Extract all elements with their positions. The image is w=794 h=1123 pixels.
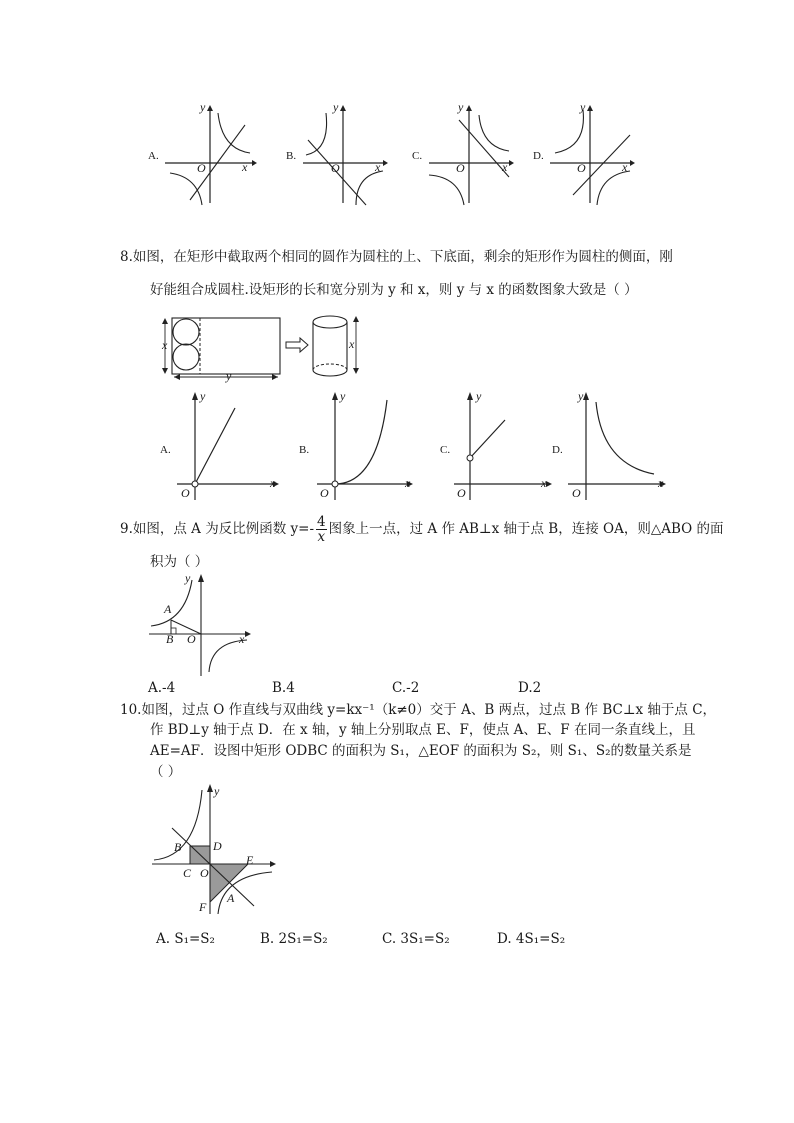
q10-fig-C: C [183, 866, 192, 880]
q8-option-a-label: A. [160, 444, 171, 456]
q8-line2: 好能组合成圆柱.设矩形的长和宽分别为 y 和 x，则 y 与 x 的函数图象大致是（ ） [150, 282, 638, 298]
q8b-x-label: x [405, 476, 411, 490]
q8a-y-label: y [200, 389, 206, 403]
q7c-x-label: x [502, 160, 508, 174]
q9-line1 [120, 514, 723, 544]
q8c-y-label: y [476, 389, 482, 403]
q8-number: 8. [120, 249, 133, 265]
q8a-origin: O [181, 486, 190, 500]
q8-fig-y-bottom: y [226, 369, 232, 383]
q8d-origin: O [572, 486, 581, 500]
q7-graph-c [424, 105, 514, 205]
q8c-origin: O [457, 486, 466, 500]
q8a-x-label: x [270, 476, 276, 490]
q9-text-before: 如图，点 A 为反比例函数 y=- [132, 521, 315, 537]
q10-number: 10. [120, 702, 142, 718]
q7c-origin: O [456, 161, 465, 175]
q10-text-1: 如图，过点 O 作直线与双曲线 y=kx⁻¹（k≠0）交于 A、B 两点，过点 B 作 BC⊥x 轴于点 C， [141, 702, 717, 718]
q7c-y-label: y [458, 100, 464, 114]
q8-rectangle-cylinder-figure [160, 312, 370, 382]
q10-fig-y: y [214, 784, 220, 798]
q8d-y-label: y [578, 389, 584, 403]
q7b-y-label: y [333, 100, 339, 114]
q7b-x-label: x [375, 160, 381, 174]
q7-option-a-label: A. [148, 150, 159, 162]
q7a-y-label: y [200, 100, 206, 114]
q7-graph-b [298, 105, 388, 205]
q7d-origin: O [577, 161, 586, 175]
q7-option-c-label: C. [412, 150, 423, 162]
q7d-y-label: y [580, 100, 586, 114]
q8-graph-a [175, 392, 280, 502]
q9-fig-y: y [185, 571, 191, 585]
q8c-x-label: x [541, 476, 547, 490]
q9-frac-den: x [317, 529, 326, 545]
q9-choice-c[interactable]: C.-2 [392, 680, 420, 696]
q7-option-d-label: D. [533, 150, 544, 162]
q9-fraction [316, 515, 327, 544]
q7a-x-label: x [242, 160, 248, 174]
q9-choice-d[interactable]: D.2 [518, 680, 542, 696]
q9-fig-B: B [166, 632, 174, 646]
q8-option-c-label: C. [440, 444, 451, 456]
q10-fig-A: A [227, 891, 235, 905]
q10-fig-F: F [199, 900, 207, 914]
q10-line3: AE=AF．设图中矩形 ODBC 的面积为 S₁，△EOF 的面积为 S₂，则 S₁、S₂的数量关系是 [150, 743, 692, 759]
q10-line2: 作 BD⊥y 轴于点 D．在 x 轴，y 轴上分别取点 E、F，使点 A、E、F 在同一条直线上，且 [150, 722, 696, 738]
q8d-x-label: x [658, 476, 664, 490]
q7d-x-label: x [622, 160, 628, 174]
q7b-origin: O [331, 161, 340, 175]
q9-fig-O: O [187, 632, 196, 646]
q10-choice-c[interactable]: C. 3S₁=S₂ [382, 931, 450, 947]
q7-option-b-label: B. [286, 150, 297, 162]
q8-text-1: 如图，在矩形中截取两个相同的圆作为圆柱的上、下底面，剩余的矩形作为圆柱的侧面，刚 [132, 249, 673, 265]
q8-fig-x-left: x [162, 338, 168, 352]
q8-fig-x-right: x [349, 337, 355, 351]
q9-choice-a[interactable]: A.-4 [148, 680, 176, 696]
q9-figure [147, 572, 252, 677]
q10-choice-b[interactable]: B. 2S₁=S₂ [260, 931, 328, 947]
q9-fig-x: x [239, 632, 245, 646]
q8-option-d-label: D. [552, 444, 563, 456]
q9-text-after: 图象上一点，过 A 作 AB⊥x 轴于点 B，连接 OA，则△ABO 的面 [328, 521, 724, 537]
q8-option-b-label: B. [299, 444, 310, 456]
q10-choice-d[interactable]: D. 4S₁=S₂ [497, 931, 566, 947]
q10-choice-a[interactable]: A. S₁=S₂ [156, 931, 215, 947]
q9-number: 9. [120, 521, 133, 537]
q9-fig-A: A [164, 602, 172, 616]
q10-line1 [120, 701, 716, 719]
q10-fig-D: D [213, 839, 222, 853]
q10-fig-O: O [200, 866, 209, 880]
q9-choice-b[interactable]: B.4 [272, 680, 295, 696]
q7a-origin: O [197, 161, 206, 175]
q7-graph-a [160, 105, 255, 205]
q7-graph-d [545, 105, 635, 205]
q9-line2: 积为（ ） [150, 554, 209, 570]
q10-fig-B: B [174, 840, 182, 854]
q10-line4: （ ） [150, 764, 182, 780]
q8b-y-label: y [340, 389, 346, 403]
q9-frac-num: 4 [317, 514, 326, 530]
q8-line1 [120, 248, 673, 266]
q10-fig-E: E [246, 853, 254, 867]
q8b-origin: O [320, 486, 329, 500]
